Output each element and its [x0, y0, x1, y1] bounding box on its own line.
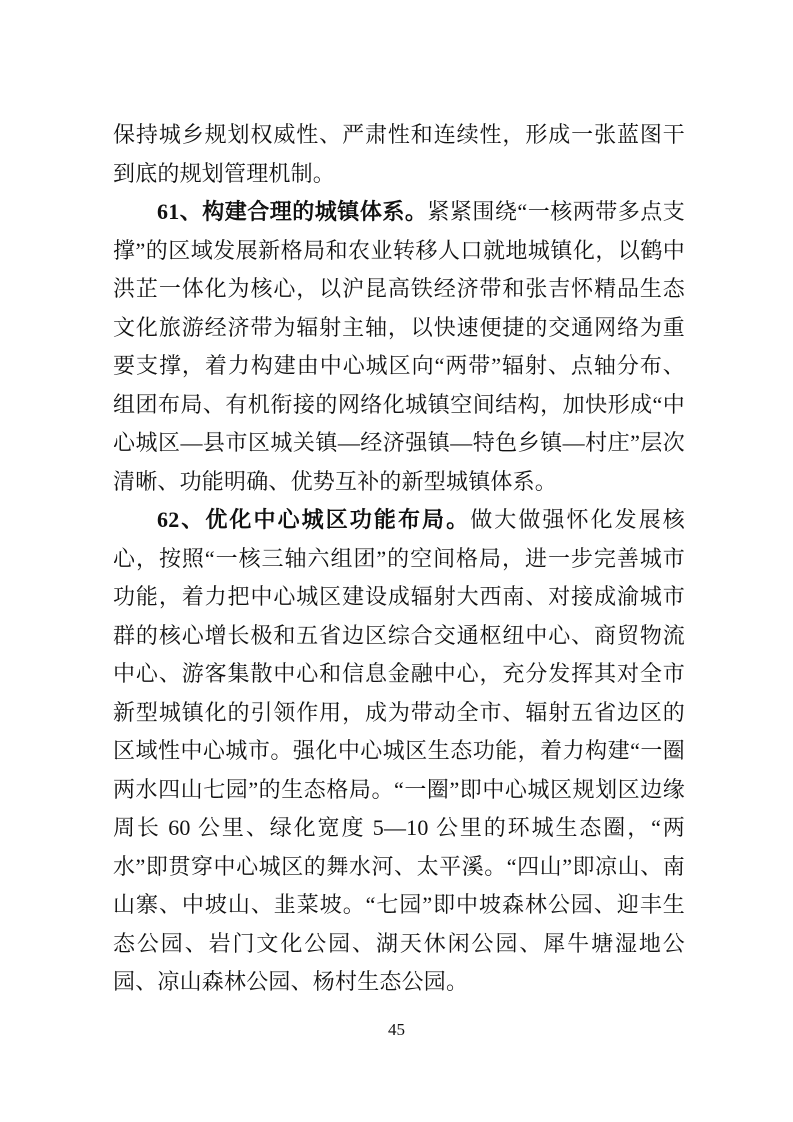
item-62-body: 做大做强怀化发展核心，按照“一核三轴六组团”的空间格局，进一步完善城市功能，着力把中心城区建设成辐射大西南、对接成渝城市群的核心增长极和五省边区综合交通枢纽中心、商贸物流中心、游客集散中心和信息金融中心，充分发挥其对全市新型城镇化的引领作用，成为带动全市、辐射五省边区的区域性中心城市。强化中心城区生态功能，着力构建“一圈两水四山七园”的生态格局。“一圈”即中心城区规划区边缘周长 60 公里、绿化宽度 5—10 公里的环城生态圈，“两水”即贯穿中心城区的舞水河、太平溪。“四山”即凉山、南山寨、中坡山、韭菜坡。“七园”即中坡森林公园、迎丰生态公园、岩门文化公园、湖天休闲公园、犀牛塘湿地公园、凉山森林公园、杨村生态公园。: [113, 507, 685, 994]
page-number: 45: [388, 1020, 405, 1039]
item-62-heading: 62、优化中心城区功能布局。: [157, 507, 471, 532]
document-content: [113, 116, 685, 1002]
paragraph-item-61: [113, 193, 685, 501]
paragraph-item-62: [113, 501, 685, 1002]
paragraph-continuation: 保持城乡规划权威性、严肃性和连续性，形成一张蓝图干到底的规划管理机制。: [113, 122, 685, 186]
item-61-heading: 61、构建合理的城镇体系。: [157, 199, 428, 224]
item-61-body: 紧紧围绕“一核两带多点支撑”的区域发展新格局和农业转移人口就地城镇化，以鹤中洪芷一体化为核心，以沪昆高铁经济带和张吉怀精品生态文化旅游经济带为辐射主轴，以快速便捷的交通网络为重要支撑，着力构建由中心城区向“两带”辐射、点轴分布、组团布局、有机衔接的网络化城镇空间结构，加快形成“中心城区—县市区城关镇—经济强镇—特色乡镇—村庄”层次清晰、功能明确、优势互补的新型城镇体系。: [113, 199, 685, 494]
